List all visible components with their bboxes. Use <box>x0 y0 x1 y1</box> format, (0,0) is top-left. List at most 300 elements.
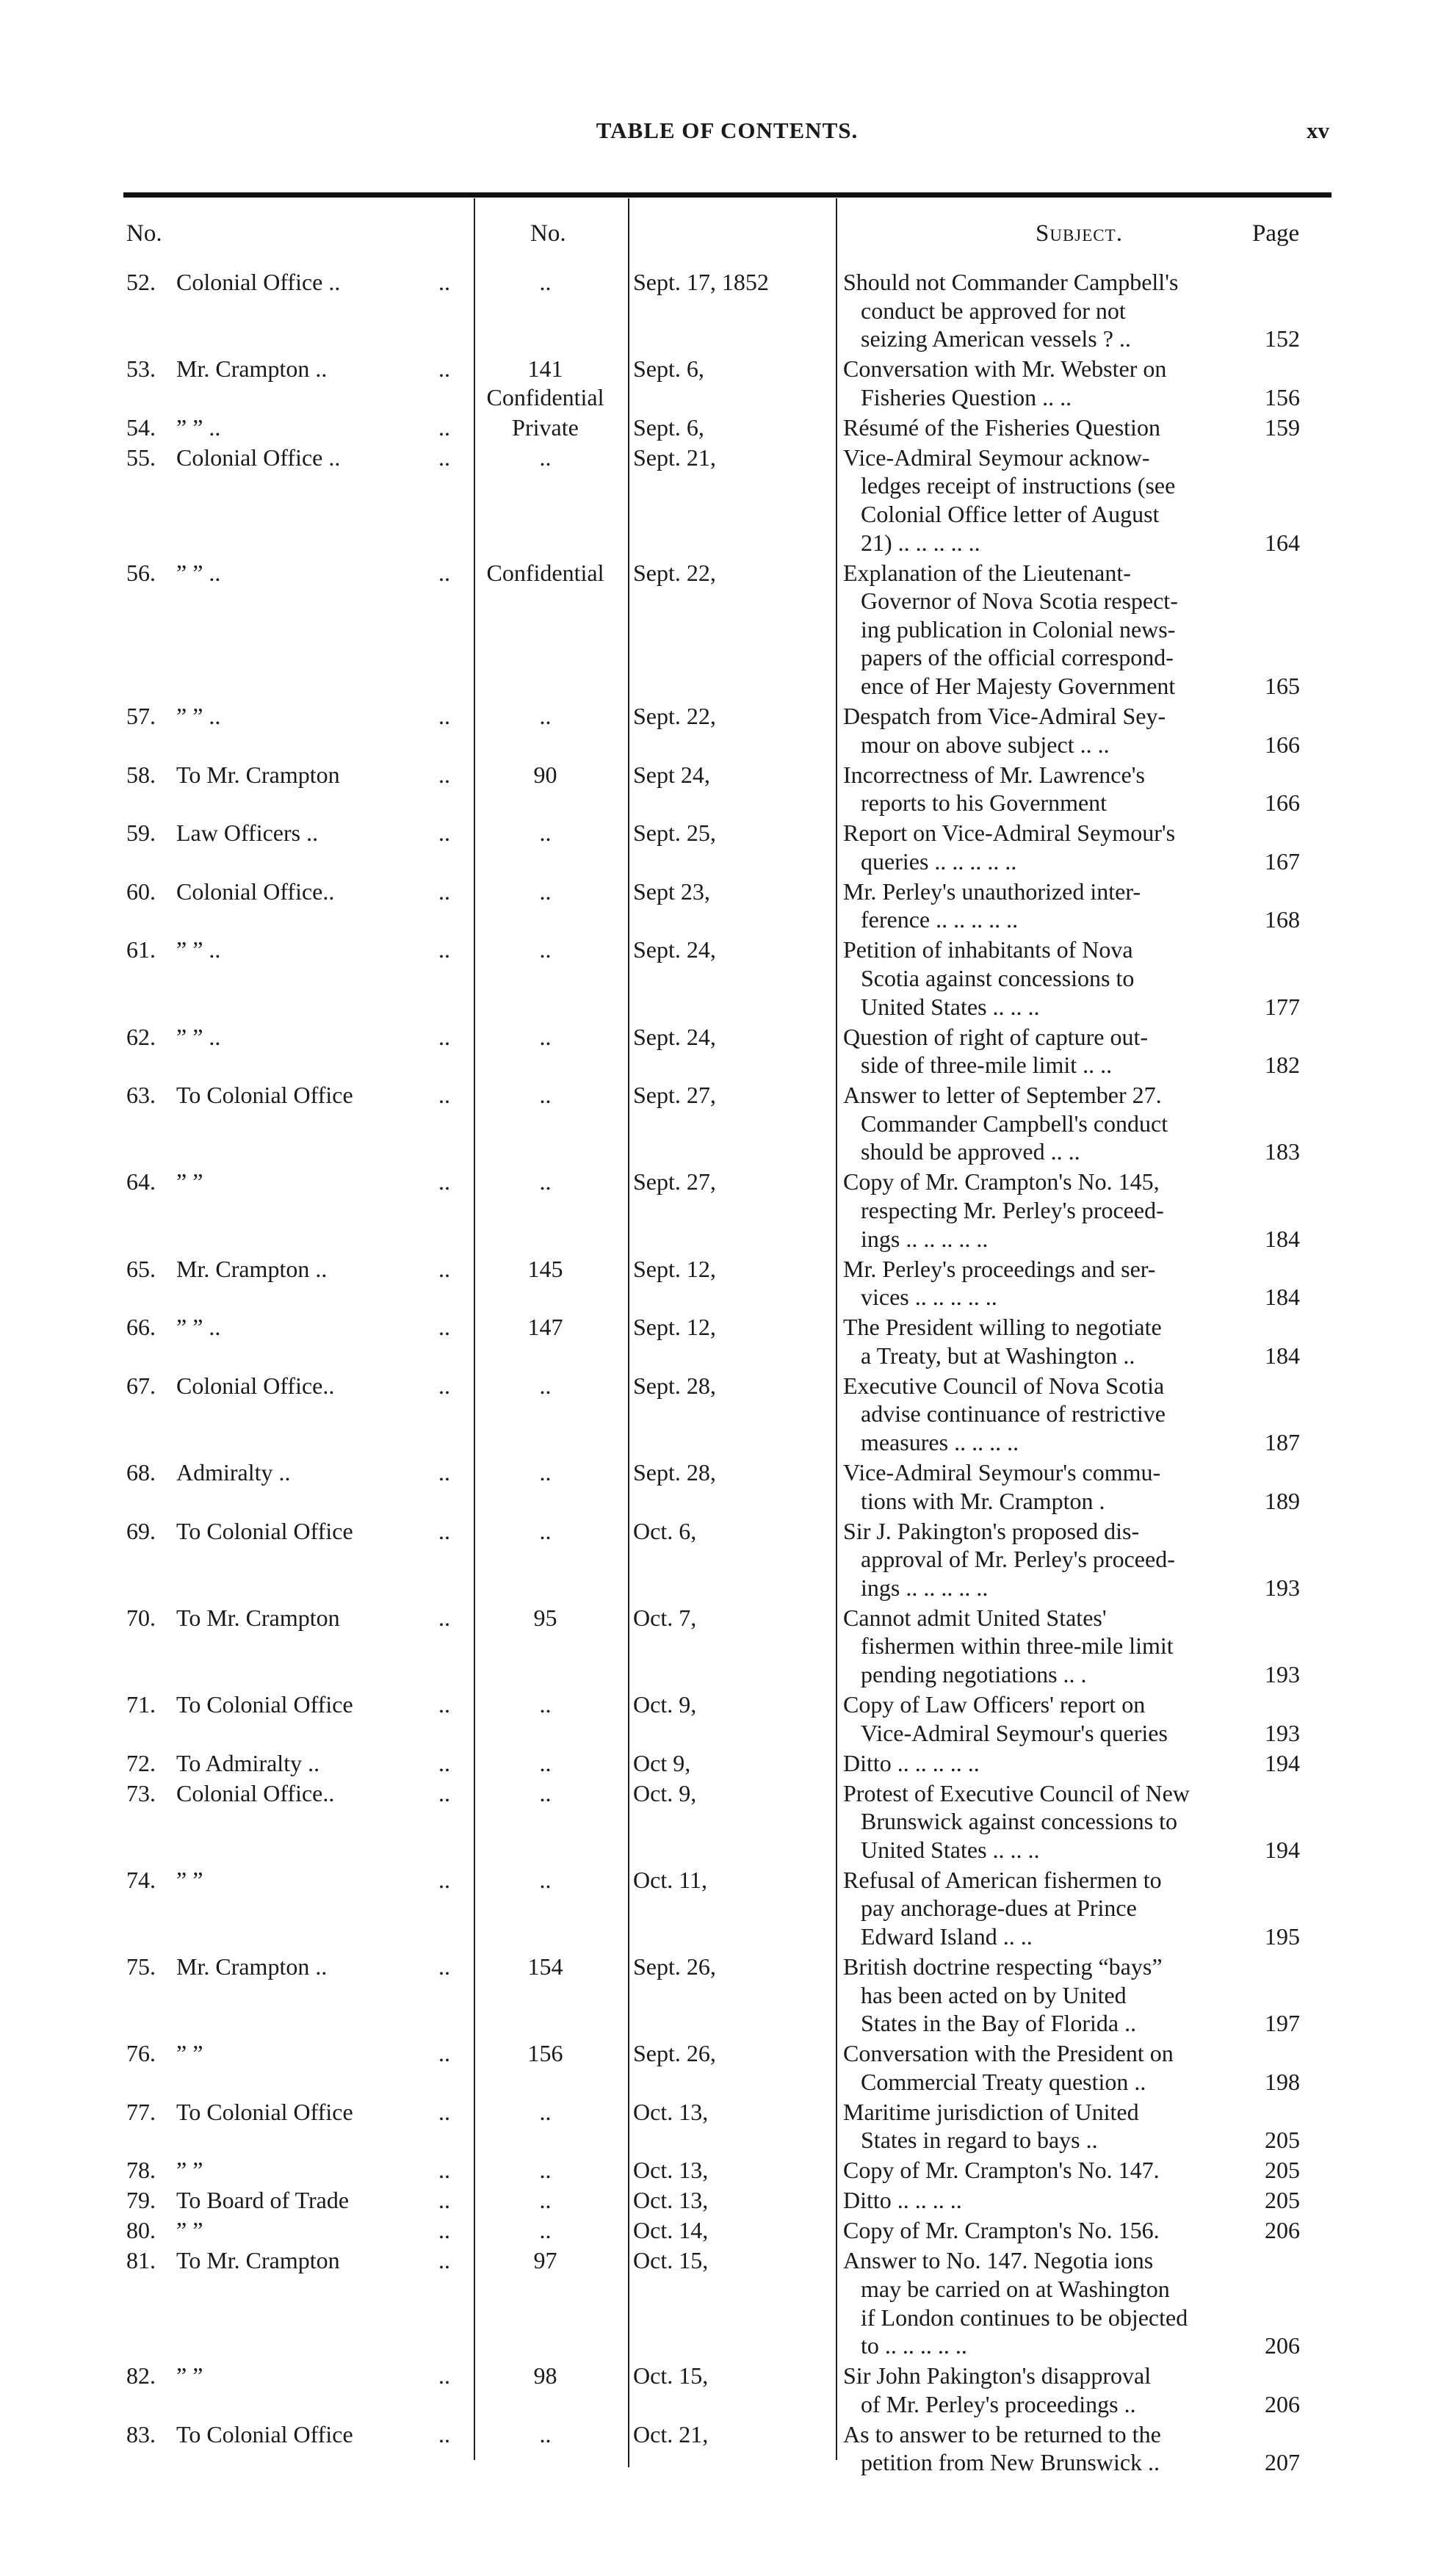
entry-number: 65. <box>126 1255 156 1282</box>
subject-line: Explanation of the Lieutenant- <box>843 559 1131 586</box>
entry-date: Oct. 14, <box>633 2217 709 2244</box>
entry-subject <box>843 2246 1254 2359</box>
entry-reference <box>474 2098 617 2127</box>
entry-page: 164 <box>1265 529 1300 556</box>
entry-correspondent: Colonial Office .. <box>176 444 341 471</box>
reference-line: .. <box>539 703 552 729</box>
leader-dots: .. <box>438 1255 450 1282</box>
entry-date: Oct. 11, <box>633 1866 708 1893</box>
subject-line: Brunswick against concessions to <box>861 1808 1178 1835</box>
subject-line: Fisheries Question .. .. <box>861 383 1072 410</box>
subject-line: vices .. .. .. .. .. <box>861 1284 997 1311</box>
entry-reference <box>474 1517 617 1546</box>
entry-reference <box>474 1604 617 1632</box>
leader-dots: .. <box>438 703 450 729</box>
entry-reference <box>474 2039 617 2068</box>
subject-line: British doctrine respecting “bays” <box>843 1953 1163 1980</box>
reference-line: 156 <box>527 2040 563 2067</box>
entry-number: 55. <box>126 444 156 471</box>
entry-date: Sept. 17, 1852 <box>633 269 769 295</box>
entry-reference <box>474 559 617 587</box>
reference-line: .. <box>539 1372 552 1399</box>
entry-reference <box>474 268 617 297</box>
leader-dots: .. <box>438 1372 450 1399</box>
entry-reference <box>474 2362 617 2390</box>
reference-line: .. <box>539 936 552 963</box>
entry-page: 193 <box>1265 1660 1300 1687</box>
entry-date: Sept 24, <box>633 761 710 788</box>
subject-line: Petition of inhabitants of Nova <box>843 936 1133 963</box>
entry-date: Sept. 6, <box>633 413 704 441</box>
subject-line: Report on Vice-Admiral Seymour's <box>843 820 1176 847</box>
entry-reference <box>474 2186 617 2215</box>
entry-subject <box>843 1255 1254 1311</box>
subject-line: should be approved .. .. <box>861 1138 1080 1165</box>
subject-line: to .. .. .. .. .. <box>861 2332 967 2359</box>
entry-reference <box>474 819 617 847</box>
entry-date: Oct. 15, <box>633 2247 709 2274</box>
entry-correspondent: To Colonial Office <box>176 2420 353 2447</box>
entry-reference <box>474 413 617 442</box>
entry-date: Sept. 27, <box>633 1168 716 1195</box>
entry-reference <box>474 2420 617 2449</box>
entry-date: Sept. 24, <box>633 936 716 963</box>
entry-subject <box>843 1866 1254 1951</box>
entry-correspondent: ” ” .. <box>176 1314 221 1341</box>
entry-correspondent: ” ” .. <box>176 703 221 729</box>
subject-line: a Treaty, but at Washington .. <box>861 1342 1135 1369</box>
entry-correspondent: To Colonial Office <box>176 2098 353 2125</box>
entry-correspondent: To Colonial Office <box>176 1517 353 1544</box>
entry-number: 80. <box>126 2217 156 2244</box>
entry-page: 206 <box>1265 2217 1300 2244</box>
subject-line: pay anchorage-dues at Prince <box>861 1895 1137 1922</box>
subject-line: Résumé of the Fisheries Question <box>843 413 1160 441</box>
entry-page: 207 <box>1265 2449 1300 2476</box>
reference-line: .. <box>539 2420 552 2447</box>
entry-date: Sept. 21, <box>633 444 716 471</box>
column-header-no: No. <box>126 220 162 247</box>
entry-date: Oct. 13, <box>633 2187 709 2214</box>
subject-line: Protest of Executive Council of New <box>843 1779 1190 1806</box>
entry-date: Oct. 15, <box>633 2362 709 2389</box>
entry-date: Sept. 25, <box>633 820 716 847</box>
entry-date: Sept. 24, <box>633 1023 716 1050</box>
entry-date: Sept 23, <box>633 878 710 905</box>
entry-subject <box>843 1690 1254 1747</box>
subject-line: Copy of Mr. Crampton's No. 145, <box>843 1168 1160 1195</box>
entry-number: 73. <box>126 1779 156 1806</box>
reference-line: 97 <box>533 2247 557 2274</box>
entry-number: 82. <box>126 2362 156 2389</box>
subject-line: ings .. .. .. .. .. <box>861 1574 989 1601</box>
subject-line: Mr. Perley's proceedings and ser- <box>843 1255 1156 1282</box>
entry-date: Oct. 6, <box>633 1517 697 1544</box>
leader-dots: .. <box>438 936 450 963</box>
reference-line: 95 <box>533 1604 557 1631</box>
subject-line: tions with Mr. Crampton . <box>861 1487 1105 1514</box>
entry-page: 198 <box>1265 2068 1300 2095</box>
column-header-subject: Subject. <box>1036 220 1123 247</box>
entry-subject <box>843 355 1254 411</box>
reference-line: 90 <box>533 761 557 788</box>
reference-line: .. <box>539 2098 552 2125</box>
entry-date: Sept. 12, <box>633 1255 716 1282</box>
entry-subject <box>843 1313 1254 1370</box>
leader-dots: .. <box>438 1023 450 1050</box>
subject-line: ledges receipt of instructions (see <box>861 472 1176 499</box>
subject-line: Executive Council of Nova Scotia <box>843 1372 1165 1399</box>
entry-subject <box>843 1023 1254 1079</box>
subject-line: 21) .. .. .. .. .. <box>861 529 980 556</box>
reference-line: .. <box>539 1082 552 1109</box>
entry-date: Oct. 13, <box>633 2157 709 2184</box>
subject-line: Should not Commander Campbell's <box>843 269 1179 295</box>
subject-line: Vice-Admiral Seymour's queries <box>861 1719 1168 1746</box>
entry-subject <box>843 936 1254 1021</box>
entry-correspondent: Colonial Office .. <box>176 269 341 295</box>
entry-reference <box>474 761 617 789</box>
subject-line: States in the Bay of Florida .. <box>861 2010 1137 2037</box>
subject-line: seizing American vessels ? .. <box>861 325 1131 352</box>
subject-line: Scotia against concessions to <box>861 964 1135 991</box>
entry-page: 167 <box>1265 847 1300 875</box>
column-header-ref-no: No. <box>530 220 566 247</box>
reference-line: .. <box>539 2217 552 2244</box>
entry-date: Sept. 26, <box>633 2040 716 2067</box>
subject-line: Incorrectness of Mr. Lawrence's <box>843 761 1145 788</box>
reference-line: Confidential <box>486 383 604 410</box>
entry-number: 52. <box>126 269 156 295</box>
entry-number: 83. <box>126 2420 156 2447</box>
entry-correspondent: ” ” <box>176 1866 203 1893</box>
subject-line: ings .. .. .. .. .. <box>861 1225 989 1252</box>
entry-reference <box>474 444 617 472</box>
entry-correspondent: Mr. Crampton .. <box>176 1255 328 1282</box>
page-title: TABLE OF CONTENTS. <box>596 117 859 143</box>
entry-number: 60. <box>126 878 156 905</box>
reference-line: .. <box>539 878 552 905</box>
entry-page: 187 <box>1265 1428 1300 1455</box>
leader-dots: .. <box>438 2187 450 2214</box>
entry-subject <box>843 444 1254 557</box>
subject-line: United States .. .. .. <box>861 993 1040 1020</box>
entry-number: 63. <box>126 1082 156 1109</box>
entry-page: 152 <box>1265 325 1300 352</box>
entry-page: 189 <box>1265 1487 1300 1514</box>
subject-line: United States .. .. .. <box>861 1836 1040 1863</box>
entry-correspondent: To Colonial Office <box>176 1082 353 1109</box>
entry-correspondent: To Board of Trade <box>176 2187 350 2214</box>
entry-reference <box>474 1749 617 1778</box>
entry-page: 166 <box>1265 731 1300 758</box>
entry-number: 61. <box>126 936 156 963</box>
entry-subject <box>843 1372 1254 1457</box>
entry-date: Oct. 13, <box>633 2098 709 2125</box>
leader-dots: .. <box>438 1517 450 1544</box>
entry-correspondent: Mr. Crampton .. <box>176 355 328 383</box>
reference-line: .. <box>539 820 552 847</box>
entry-subject <box>843 1779 1254 1864</box>
subject-line: Vice-Admiral Seymour acknow- <box>843 444 1150 471</box>
entry-number: 70. <box>126 1604 156 1631</box>
entry-reference <box>474 1866 617 1895</box>
entry-page: 205 <box>1265 2127 1300 2154</box>
subject-line: Sir John Pakington's disapproval <box>843 2362 1152 2389</box>
reference-line: .. <box>539 1459 552 1486</box>
entry-page: 177 <box>1265 993 1300 1020</box>
reference-line: .. <box>539 1779 552 1806</box>
entry-correspondent: To Admiralty .. <box>176 1749 320 1776</box>
leader-dots: .. <box>438 413 450 441</box>
subject-line: queries .. .. .. .. .. <box>861 847 1017 875</box>
entry-subject <box>843 268 1254 353</box>
entry-subject <box>843 2186 1254 2215</box>
entry-number: 78. <box>126 2157 156 2184</box>
subject-line: may be carried on at Washington <box>861 2275 1170 2302</box>
leader-dots: .. <box>438 1168 450 1195</box>
entry-number: 57. <box>126 703 156 729</box>
entry-subject <box>843 761 1254 817</box>
leader-dots: .. <box>438 2362 450 2389</box>
leader-dots: .. <box>438 1604 450 1631</box>
entry-reference <box>474 1313 617 1342</box>
subject-line: of Mr. Perley's proceedings .. <box>861 2390 1136 2417</box>
leader-dots: .. <box>438 444 450 471</box>
entry-subject <box>843 702 1254 759</box>
entry-reference <box>474 1690 617 1719</box>
entry-date: Sept. 6, <box>633 355 704 383</box>
entry-date: Sept. 28, <box>633 1459 716 1486</box>
entry-subject <box>843 1458 1254 1515</box>
entry-page: 159 <box>1265 413 1300 441</box>
entry-correspondent: ” ” <box>176 2157 203 2184</box>
reference-line: .. <box>539 269 552 295</box>
entry-subject <box>843 2156 1254 2185</box>
leader-dots: .. <box>438 820 450 847</box>
subject-line: fishermen within three-mile limit <box>861 1632 1174 1660</box>
entry-correspondent: ” ” <box>176 2362 203 2389</box>
subject-line: Colonial Office letter of August <box>861 500 1160 527</box>
entry-correspondent: Mr. Crampton .. <box>176 1953 328 1980</box>
entry-subject <box>843 2098 1254 2154</box>
entry-page: 206 <box>1265 2390 1300 2417</box>
leader-dots: .. <box>438 2247 450 2274</box>
reference-line: .. <box>539 1168 552 1195</box>
subject-line: Ditto .. .. .. .. .. <box>843 1749 980 1776</box>
entry-subject <box>843 1953 1254 2038</box>
entry-reference <box>474 1168 617 1196</box>
entry-number: 58. <box>126 761 156 788</box>
entry-number: 68. <box>126 1459 156 1486</box>
leader-dots: .. <box>438 1953 450 1980</box>
subject-line: approval of Mr. Perley's proceed- <box>861 1546 1175 1573</box>
reference-line: .. <box>539 444 552 471</box>
entry-reference <box>474 1081 617 1110</box>
leader-dots: .. <box>438 1866 450 1893</box>
subject-line: Question of right of capture out- <box>843 1023 1148 1050</box>
subject-line: Edward Island .. .. <box>861 1922 1033 1950</box>
entry-subject <box>843 2420 1254 2477</box>
entry-number: 71. <box>126 1691 156 1718</box>
subject-line: Sir J. Pakington's proposed dis- <box>843 1517 1140 1544</box>
entry-number: 56. <box>126 559 156 586</box>
entry-page: 205 <box>1265 2157 1300 2184</box>
subject-line: pending negotiations .. . <box>861 1660 1087 1687</box>
entry-correspondent: ” ” .. <box>176 1023 221 1050</box>
reference-line: .. <box>539 1691 552 1718</box>
entry-date: Oct. 9, <box>633 1779 697 1806</box>
leader-dots: .. <box>438 1459 450 1486</box>
entry-number: 54. <box>126 413 156 441</box>
leader-dots: .. <box>438 1749 450 1776</box>
leader-dots: .. <box>438 761 450 788</box>
entry-correspondent: To Mr. Crampton <box>176 1604 340 1631</box>
entry-correspondent: To Mr. Crampton <box>176 2247 340 2274</box>
entry-date: Sept. 22, <box>633 703 716 729</box>
subject-line: Refusal of American fishermen to <box>843 1866 1162 1893</box>
leader-dots: .. <box>438 355 450 383</box>
entry-number: 74. <box>126 1866 156 1893</box>
entry-reference <box>474 1953 617 1981</box>
entry-number: 64. <box>126 1168 156 1195</box>
entry-correspondent: ” ” <box>176 2217 203 2244</box>
entry-reference <box>474 2246 617 2275</box>
entry-subject <box>843 1749 1254 1778</box>
leader-dots: .. <box>438 1691 450 1718</box>
entry-number: 79. <box>126 2187 156 2214</box>
entry-reference <box>474 702 617 731</box>
entry-page: 194 <box>1265 1836 1300 1863</box>
entry-number: 66. <box>126 1314 156 1341</box>
entry-reference <box>474 1023 617 1052</box>
entry-subject <box>843 1081 1254 1166</box>
entry-subject <box>843 559 1254 701</box>
entry-subject <box>843 2039 1254 2096</box>
leader-dots: .. <box>438 2217 450 2244</box>
entry-page: 156 <box>1265 383 1300 410</box>
entry-date: Oct. 21, <box>633 2420 709 2447</box>
reference-line: .. <box>539 1749 552 1776</box>
entry-page: 184 <box>1265 1342 1300 1369</box>
entry-correspondent: ” ” .. <box>176 559 221 586</box>
subject-line: Copy of Mr. Crampton's No. 156. <box>843 2217 1160 2244</box>
entry-date: Oct. 9, <box>633 1691 697 1718</box>
subject-line: Despatch from Vice-Admiral Sey- <box>843 703 1166 729</box>
entry-subject <box>843 878 1254 934</box>
entry-page: 205 <box>1265 2187 1300 2214</box>
entry-correspondent: ” ” <box>176 1168 203 1195</box>
entry-date: Sept. 27, <box>633 1082 716 1109</box>
entry-correspondent: Admiralty .. <box>176 1459 291 1486</box>
subject-line: if London continues to be objected <box>861 2304 1188 2331</box>
entry-reference <box>474 2156 617 2185</box>
entry-date: Sept. 28, <box>633 1372 716 1399</box>
subject-line: ference .. .. .. .. .. <box>861 906 1019 933</box>
subject-line: States in regard to bays .. <box>861 2127 1098 2154</box>
reference-line: 147 <box>527 1314 563 1341</box>
entry-page: 184 <box>1265 1225 1300 1252</box>
entry-page: 194 <box>1265 1749 1300 1776</box>
leader-dots: .. <box>438 269 450 295</box>
entry-number: 67. <box>126 1372 156 1399</box>
entry-correspondent: Colonial Office.. <box>176 878 335 905</box>
entry-page: 183 <box>1265 1138 1300 1165</box>
reference-line: Confidential <box>486 559 604 586</box>
reference-line: 141 <box>527 355 563 383</box>
subject-line: advise continuance of restrictive <box>861 1400 1166 1428</box>
reference-line: .. <box>539 1023 552 1050</box>
subject-line: Ditto .. .. .. .. <box>843 2187 962 2214</box>
entry-page: 184 <box>1265 1284 1300 1311</box>
entry-page: 165 <box>1265 672 1300 699</box>
entry-page: 193 <box>1265 1574 1300 1601</box>
leader-dots: .. <box>438 1082 450 1109</box>
reference-line: Private <box>512 413 579 441</box>
subject-line: Commander Campbell's conduct <box>861 1110 1168 1137</box>
reference-line: 145 <box>527 1255 563 1282</box>
subject-line: Answer to letter of September 27. <box>843 1082 1162 1109</box>
entry-page: 193 <box>1265 1719 1300 1746</box>
entry-subject <box>843 1604 1254 1689</box>
entry-reference <box>474 878 617 906</box>
entry-date: Oct. 7, <box>633 1604 697 1631</box>
leader-dots: .. <box>438 559 450 586</box>
subject-line: Copy of Mr. Crampton's No. 147. <box>843 2157 1160 2184</box>
entry-correspondent: ” ” <box>176 2040 203 2067</box>
entry-reference <box>474 355 617 411</box>
reference-line: 98 <box>533 2362 557 2389</box>
entry-number: 81. <box>126 2247 156 2274</box>
reference-line: .. <box>539 1866 552 1893</box>
entry-reference <box>474 1372 617 1400</box>
subject-line: has been acted on by United <box>861 1981 1127 2008</box>
entry-subject <box>843 819 1254 875</box>
entry-correspondent: To Mr. Crampton <box>176 761 340 788</box>
column-header-page: Page <box>1252 220 1300 247</box>
entry-reference <box>474 1779 617 1808</box>
subject-line: Maritime jurisdiction of United <box>843 2098 1139 2125</box>
reference-line: .. <box>539 1517 552 1544</box>
leader-dots: .. <box>438 2040 450 2067</box>
subject-line: ing publication in Colonial news- <box>861 615 1176 643</box>
entry-number: 75. <box>126 1953 156 1980</box>
entry-correspondent: Law Officers .. <box>176 820 319 847</box>
entry-date: Sept. 12, <box>633 1314 716 1341</box>
entry-date: Oct 9, <box>633 1749 691 1776</box>
subject-line: Conversation with Mr. Webster on <box>843 355 1167 383</box>
subject-line: Mr. Perley's unauthorized inter- <box>843 878 1141 905</box>
subject-line: measures .. .. .. .. <box>861 1428 1019 1455</box>
page-number: xv <box>1307 117 1329 143</box>
entry-correspondent: Colonial Office.. <box>176 1779 335 1806</box>
entry-reference <box>474 2216 617 2245</box>
subject-line: papers of the official correspond- <box>861 644 1174 671</box>
subject-line: ence of Her Majesty Government <box>861 672 1176 699</box>
entry-correspondent: Colonial Office.. <box>176 1372 335 1399</box>
entry-date: Sept. 26, <box>633 1953 716 1980</box>
entry-page: 166 <box>1265 789 1300 817</box>
reference-line: 154 <box>527 1953 563 1980</box>
subject-line: Answer to No. 147. Negotia ions <box>843 2247 1154 2274</box>
entry-page: 195 <box>1265 1922 1300 1950</box>
subject-line: petition from New Brunswick .. <box>861 2449 1160 2476</box>
entry-page: 197 <box>1265 2010 1300 2037</box>
subject-line: reports to his Government <box>861 789 1108 817</box>
subject-line: The President willing to negotiate <box>843 1314 1162 1341</box>
subject-line: Cannot admit United States' <box>843 1604 1107 1631</box>
subject-line: Copy of Law Officers' report on <box>843 1691 1146 1718</box>
